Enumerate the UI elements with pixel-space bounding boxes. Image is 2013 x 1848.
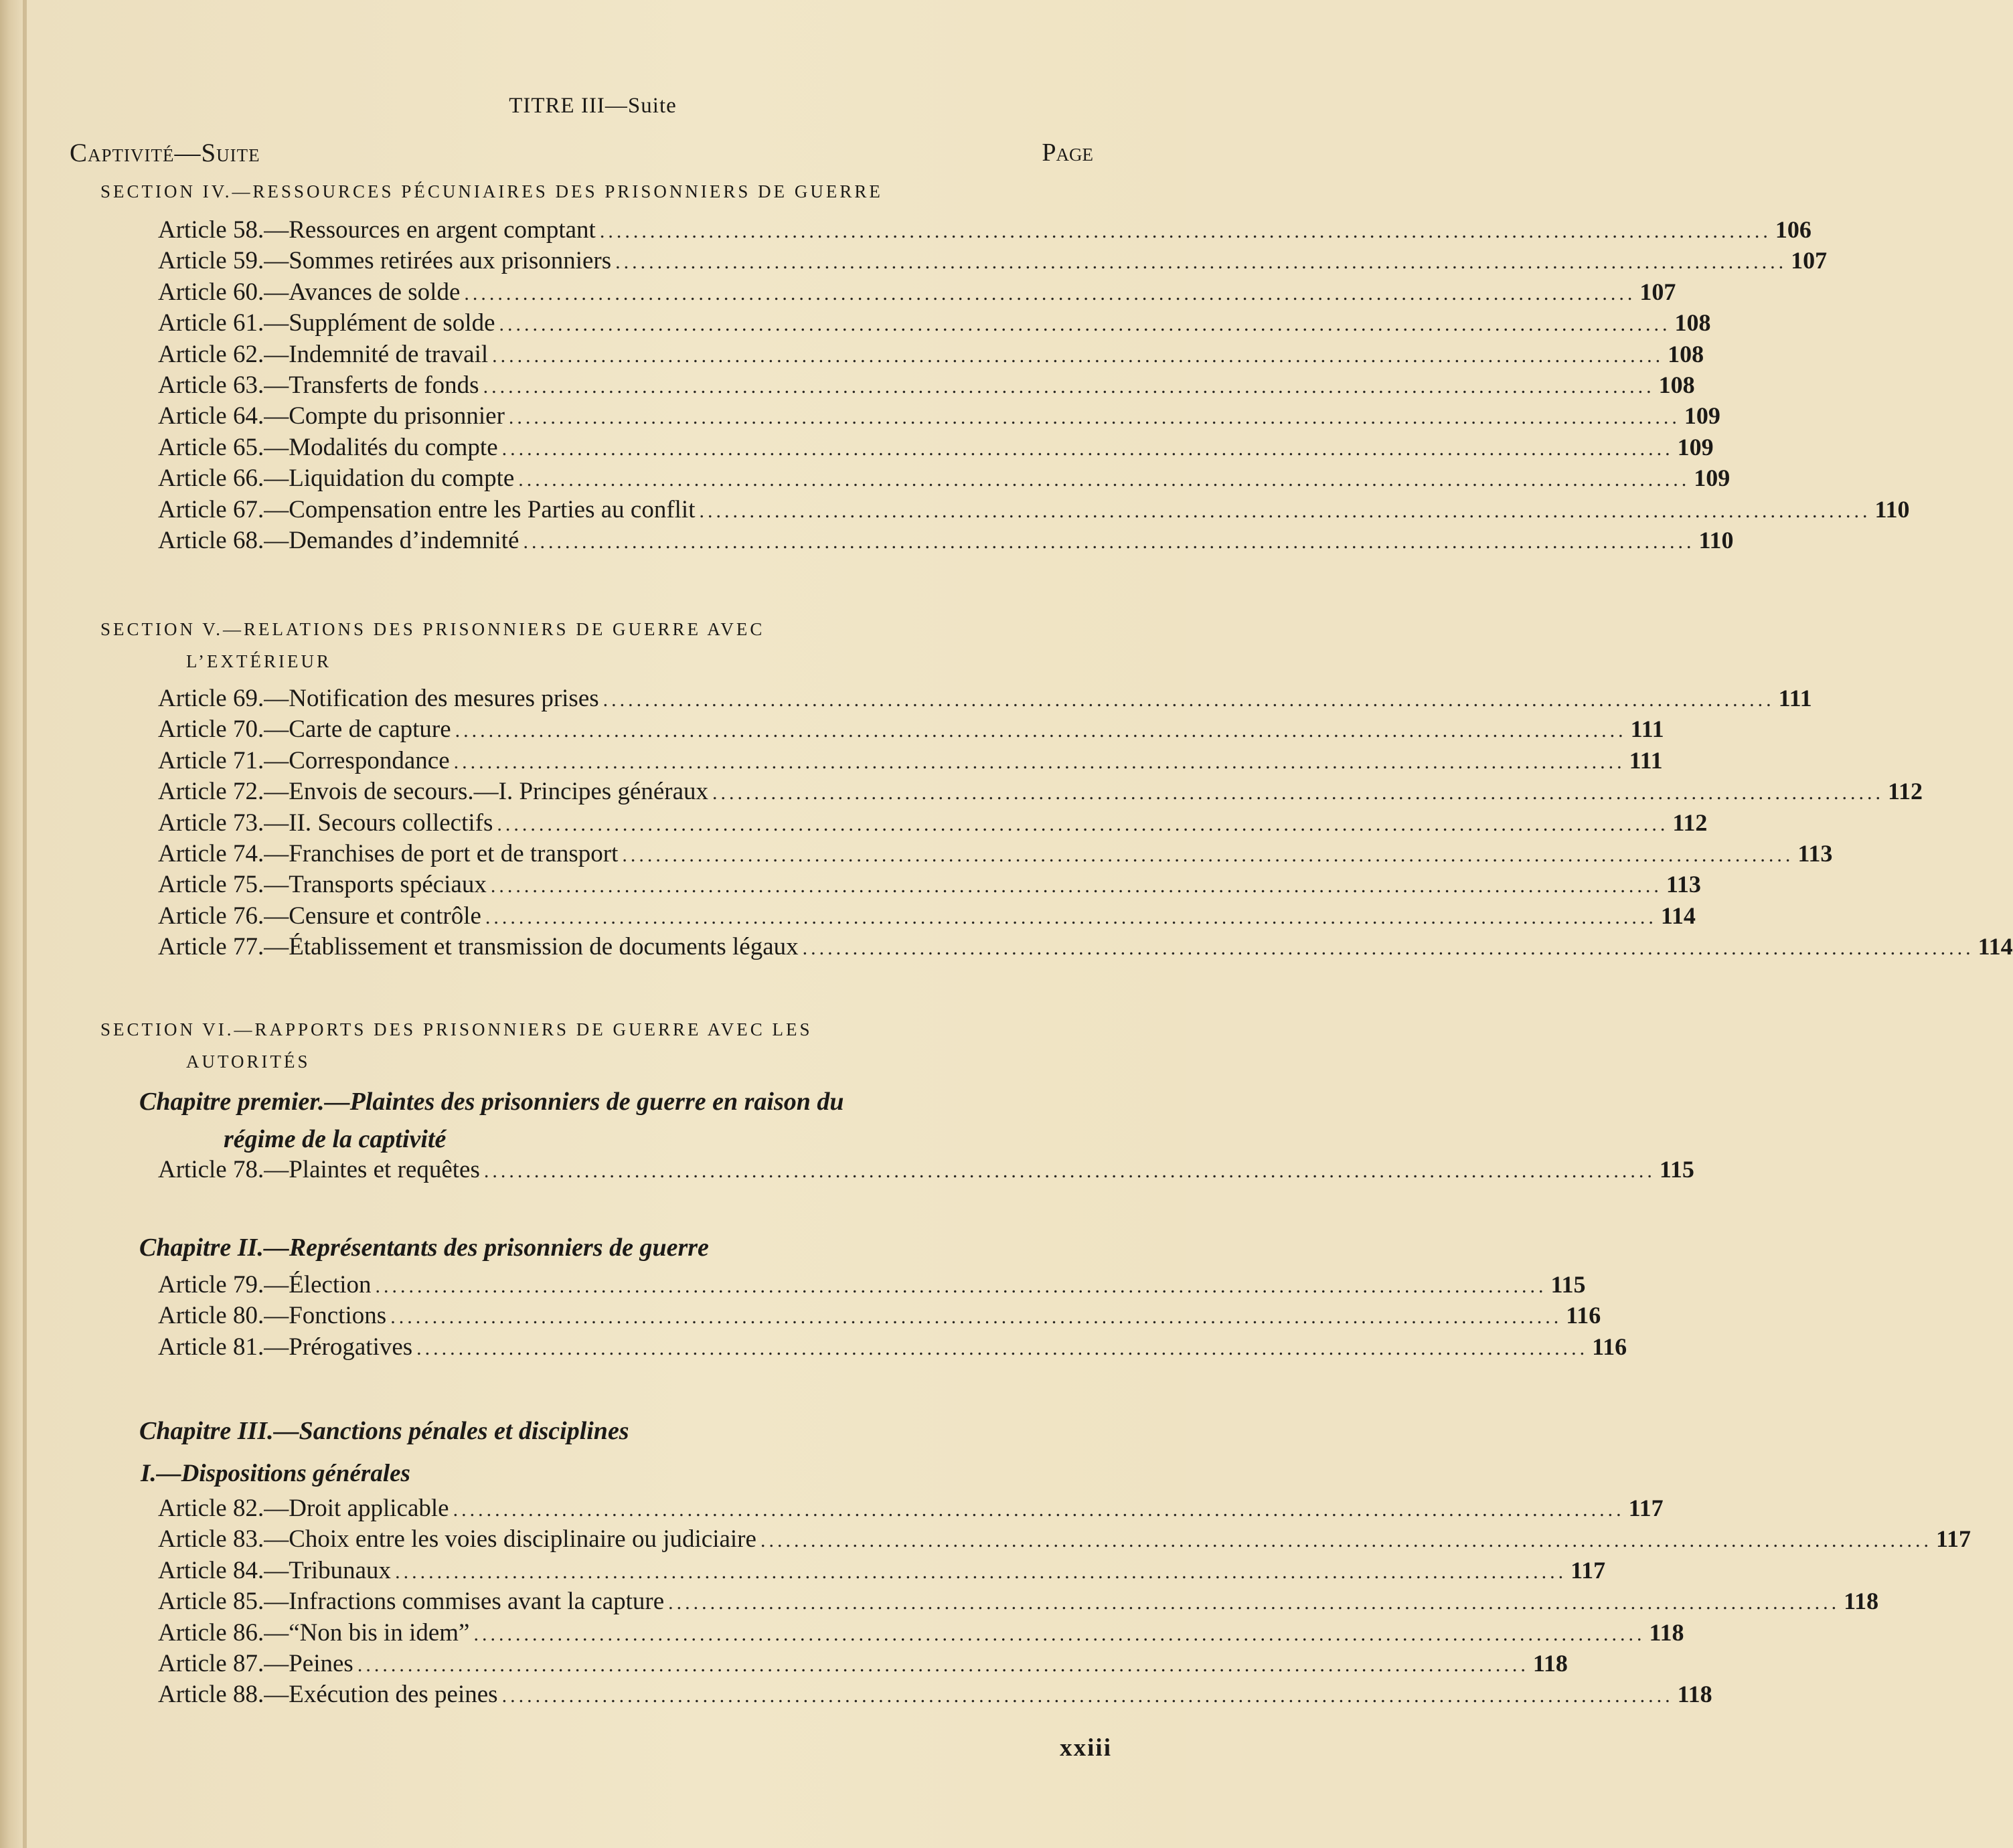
running-head: TITRE III—Suite [509,94,677,118]
dot-leader: ............................................................................................................................................ [501,1685,1674,1707]
chapter-premier-title [139,1083,1052,1158]
dot-leader: ............................................................................................................................................ [622,843,1794,866]
toc-entry [158,1270,1586,1301]
chapter-iii-entries [158,1494,1971,1711]
toc-entry [158,1680,1712,1711]
toc-entry-page-number: 106 [1775,216,1811,243]
toc-entry-page-number: 113 [1666,871,1701,898]
toc-entry-page-number: 117 [1628,1495,1664,1521]
part-heading-row [70,138,1093,171]
toc-entry [158,1556,1606,1587]
toc-entry-page-number: 110 [1874,495,1910,523]
toc-entry [158,1155,1694,1186]
dot-leader: ............................................................................................................................................ [499,313,1671,336]
chapter-iii-title [139,1412,1052,1450]
toc-entry-title: Article 68.—Demandes d’indemnité [158,526,519,554]
dot-leader: ............................................................................................................................................ [473,1622,1645,1645]
section-title-v [100,613,1052,677]
toc-entry-page-number: 108 [1668,340,1704,367]
part-heading: Captivité—Suite [70,139,260,167]
toc-entry-page-number: 116 [1592,1333,1627,1360]
toc-entry [158,684,1812,715]
dot-leader: ............................................................................................................................................ [416,1337,1589,1359]
toc-entry [158,1649,1568,1680]
toc-entry-title: Article 83.—Choix entre les voies disciplinaire ou judiciaire [158,1525,756,1553]
page-binding-shadow [23,0,27,1848]
toc-entry [158,526,1734,557]
toc-entry-title: Article 80.—Fonctions [158,1302,387,1330]
toc-entry-page-number: 118 [1677,1681,1712,1708]
toc-entry-page-number: 112 [1888,778,1923,805]
toc-entry-page-number: 109 [1684,402,1720,430]
toc-entry [158,433,1714,464]
toc-entry [158,402,1720,432]
dot-leader: ............................................................................................................................................ [523,530,1695,553]
toc-entry-title: Article 75.—Transports spéciaux [158,871,487,899]
toc-entry-title: Article 73.—II. Secours collectifs [158,809,493,837]
toc-entry [158,870,1701,901]
toc-entry [158,278,1676,309]
toc-entry-page-number: 115 [1659,1156,1694,1183]
toc-entry-title: Article 65.—Modalités du compte [158,433,498,461]
dot-leader: ............................................................................................................................................ [508,406,1680,429]
toc-entry-page-number: 117 [1571,1556,1606,1584]
dot-leader: ............................................................................................................................................ [615,251,1787,274]
chapter-title-line: Chapitre premier.—Plaintes des prisonniers de guerre en raison du [139,1088,844,1116]
toc-entry-page-number: 111 [1629,746,1663,774]
toc-entry-page-number: 109 [1677,433,1714,460]
toc-entry [158,371,1695,402]
toc-entry-page-number: 114 [1660,902,1696,929]
dot-leader: ............................................................................................................................................ [483,1160,1656,1182]
toc-entry-title: Article 87.—Peines [158,1649,353,1677]
toc-entry-title: Article 59.—Sommes retirées aux prisonniers [158,247,612,275]
toc-entry-title: Article 70.—Carte de capture [158,716,451,744]
toc-entry-title: Article 86.—“Non bis in idem” [158,1618,470,1647]
toc-entry-page-number: 117 [1935,1525,1971,1553]
chapter-ii-title [139,1229,1052,1266]
section-title-line-continued: AUTORITÉS [186,1052,311,1072]
toc-entry-title: Article 71.—Correspondance [158,746,450,774]
dot-leader: ............................................................................................................................................ [668,1592,1840,1614]
toc-entry-page-number: 111 [1778,685,1812,711]
dot-leader: ............................................................................................................................................ [455,720,1627,742]
dot-leader: ............................................................................................................................................ [802,937,1974,960]
toc-entry-title: Article 82.—Droit applicable [158,1495,449,1522]
dot-leader: ............................................................................................................................................ [712,782,1884,805]
toc-entry-page-number: 116 [1566,1302,1601,1329]
chapter-title-line: Chapitre III.—Sanctions pénales et disciplines [139,1417,629,1445]
toc-entry [158,1618,1684,1649]
toc-entry-title: Article 74.—Franchises de port et de transport [158,839,619,867]
dot-leader: ............................................................................................................................................ [375,1275,1547,1297]
toc-entry-title: Article 88.—Exécution des peines [158,1681,498,1709]
page-folio: xxiii [1060,1734,1112,1762]
section-title-line: SECTION VI.—RAPPORTS DES PRISONNIERS DE GUERRE AVEC LES [100,1019,813,1039]
section-iv-entries [158,216,1910,557]
toc-entry-title: Article 63.—Transferts de fonds [158,371,479,399]
toc-entry-title: Article 78.—Plaintes et requêtes [158,1156,480,1183]
toc-entry-page-number: 110 [1698,526,1734,554]
toc-entry [158,839,1833,870]
toc-entry-page-number: 114 [1978,933,2013,960]
toc-entry-title: Article 66.—Liquidation du compte [158,465,515,493]
toc-entry [158,340,1704,371]
toc-entry-title: Article 64.—Compte du prisonnier [158,402,505,430]
chapter-ii-entries [158,1270,1627,1363]
toc-entry [158,809,1708,839]
toc-entry-title: Article 58.—Ressources en argent comptant [158,216,596,244]
page-column-label: Page [1042,139,1093,167]
dot-leader: ............................................................................................................................................ [518,469,1690,491]
toc-entry [158,715,1664,746]
section-title-line: SECTION IV.—RESSOURCES PÉCUNIAIRES DES PRISONNIERS DE GUERRE [100,181,883,201]
toc-entry [158,309,1711,339]
toc-entry-page-number: 111 [1630,716,1664,743]
dot-leader: ............................................................................................................................................ [485,906,1657,928]
toc-entry [158,464,1730,495]
dot-leader: ............................................................................................................................................ [501,437,1674,460]
dot-leader: ............................................................................................................................................ [599,220,1771,242]
toc-entry [158,1333,1627,1363]
chapter-title-line-continued: régime de la captivité [224,1125,447,1153]
section-title-line: SECTION V.—RELATIONS DES PRISONNIERS DE GUERRE AVEC [100,619,765,639]
dot-leader: ............................................................................................................................................ [699,499,1871,522]
toc-entry-page-number: 113 [1797,839,1833,867]
dot-leader: ............................................................................................................................................ [483,375,1655,398]
toc-entry [158,902,1696,932]
toc-entry [158,216,1811,246]
toc-entry-title: Article 72.—Envois de secours.—I. Principes généraux [158,778,709,806]
toc-entry-title: Article 85.—Infractions commises avant la capture [158,1588,665,1616]
chapter-iii-subheading: I.—Dispositions générales [141,1460,410,1487]
toc-entry-page-number: 118 [1844,1588,1879,1615]
toc-entry-page-number: 107 [1791,247,1828,274]
dot-leader: ............................................................................................................................................ [395,1560,1567,1583]
dot-leader: ............................................................................................................................................ [453,750,1625,773]
toc-entry-page-number: 115 [1550,1271,1586,1298]
toc-entry-title: Article 61.—Supplément de solde [158,309,495,337]
toc-entry-page-number: 118 [1649,1618,1684,1646]
toc-entry-title: Article 76.—Censure et contrôle [158,902,481,930]
toc-entry-title: Article 79.—Élection [158,1271,372,1298]
section-title-vi [100,1013,1052,1078]
dot-leader: ............................................................................................................................................ [390,1306,1562,1329]
toc-entry-page-number: 108 [1674,309,1711,337]
toc-entry [158,932,2013,963]
dot-leader: ............................................................................................................................................ [602,689,1775,711]
dot-leader: ............................................................................................................................................ [490,875,1662,898]
toc-entry [158,1587,1879,1618]
toc-entry [158,495,1910,526]
toc-entry-page-number: 107 [1639,278,1676,305]
toc-entry-page-number: 112 [1672,809,1708,836]
dot-leader: ............................................................................................................................................ [357,1653,1529,1676]
section-title-iv [100,175,1052,207]
dot-leader: ............................................................................................................................................ [492,344,1664,367]
chapter-title-line: Chapitre II.—Représentants des prisonniers de guerre [139,1234,709,1262]
toc-entry-title: Article 62.—Indemnité de travail [158,340,489,368]
toc-entry-title: Article 77.—Établissement et transmission de documents légaux [158,933,799,961]
toc-entry-page-number: 108 [1658,371,1695,398]
toc-entry-title: Article 81.—Prérogatives [158,1333,413,1361]
dot-leader: ............................................................................................................................................ [464,282,1636,305]
dot-leader: ............................................................................................................................................ [453,1499,1625,1521]
toc-entry-title: Article 60.—Avances de solde [158,278,461,306]
toc-entry [158,777,1923,808]
section-v-entries [158,684,2013,964]
toc-entry-page-number: 118 [1532,1649,1568,1677]
dot-leader: ............................................................................................................................................ [497,813,1669,835]
toc-entry-title: Article 84.—Tribunaux [158,1556,392,1584]
chapter-premier-entries [158,1155,1694,1186]
toc-entry-title: Article 69.—Notification des mesures prises [158,685,599,712]
toc-entry-title: Article 67.—Compensation entre les Parties au conflit [158,495,696,523]
toc-entry [158,1301,1601,1332]
toc-entry [158,1525,1971,1556]
toc-entry [158,1494,1664,1525]
toc-entry [158,246,1828,277]
dot-leader: ............................................................................................................................................ [760,1529,1932,1552]
toc-entry [158,746,1663,777]
toc-entry-page-number: 109 [1694,465,1730,492]
section-title-line-continued: L’EXTÉRIEUR [186,651,331,671]
